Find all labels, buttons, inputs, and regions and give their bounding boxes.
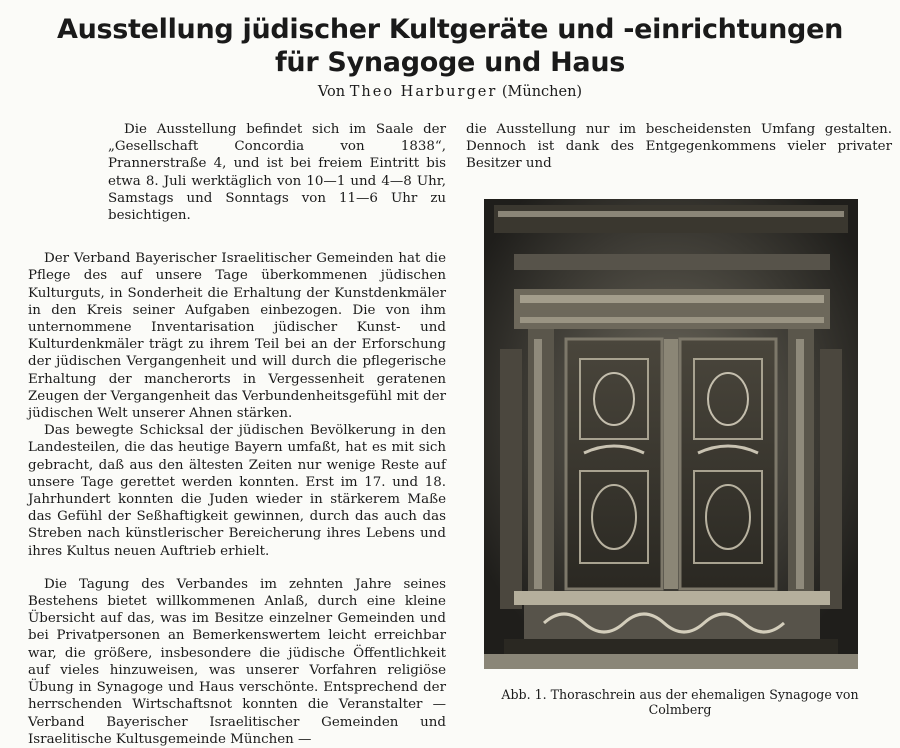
intro-paragraph: Die Ausstellung befindet sich im Saale der „Gesellschaft Concordia von 1838“, Prannerstraße 4, und ist bei freiem Eintritt bis etwa 8. Juli werktäglich von 10—1 und 4—8 Uhr, Samstags und Sonntags von 11—6 Uhr zu besichtigen. xyxy=(108,122,446,224)
body-paragraph-1: Der Verband Bayerischer Israelitischer Gemeinden hat die Pflege des auf unsere Tage überkommenen jüdischen Kulturguts, in Sonderheit die Erhaltung der Kunstdenkmäler in den Kreis seiner Aufgaben einbezogen. Die von ihm unternommene Inventarisation jüdischer Kunst- und Kulturdenkmäler trägt zu ihrem Teil bei an der Erforschung der jüdischen Vergangenheit und will durch die pflegerische Erhaltung der mancherorts in Vergessenheit geratenen Zeugen der Vergangenheit das Verbundenheitsgefühl mit der jüdischen Welt unserer Ahnen stärken. xyxy=(28,251,446,422)
torah-ark-illustration xyxy=(484,199,858,669)
article-title-line-1: Ausstellung jüdischer Kultgeräte und -einrichtungen xyxy=(56,14,844,45)
author-location: (München) xyxy=(501,84,583,100)
figure-caption: Abb. 1. Thoraschrein aus der ehemaligen Synagoge von Colmberg xyxy=(501,687,859,717)
body-paragraph-2: Das bewegte Schicksal der jüdischen Bevölkerung in den Landesteilen, die das heutige Bayern umfaßt, hat es mit sich gebracht, daß aus den ältesten Zeiten nur wenige Reste auf unsere Tage gerettet werden konnten. Erst im 17. und 18. Jahrhundert konnten die Juden wieder in stärkerem Maße das Gefühl der Seßhaftigkeit gewinnen, durch das auch das Streben nach künstlerischer Bereicherung ihres Lebens und ihres Kultus neuen Auftrieb erhielt. xyxy=(28,423,446,559)
byline-prefix: Von xyxy=(317,84,346,100)
byline xyxy=(0,84,900,100)
author-name: Theo Harburger xyxy=(349,84,498,100)
right-column xyxy=(466,121,892,173)
continuation-paragraph: die Ausstellung nur im bescheidensten Umfang gestalten. Dennoch ist dank des Entgegenkommens vieler privater Besitzer und xyxy=(466,122,892,172)
body-paragraph-3: Die Tagung des Verbandes im zehnten Jahre seines Bestehens bietet willkommenen Anlaß, durch eine kleine Übersicht auf das, was im Besitze einzelner Gemeinden und bei Privatpersonen an Bemerkenswertem leicht erreichbar war, die größere, insbesondere die jüdische Öffentlichkeit auf vieles hinzuweisen, was unserer Vorfahren religiöse Übung in Synagoge und Haus verschönte. Entsprechend der herrschenden Wirtschaftsnot konnten die Veranstalter — Verband Bayerischer Israelitischer Gemeinden und Israelitische Kultusgemeinde München — xyxy=(28,576,446,747)
left-column xyxy=(28,121,446,748)
torah-ark-photo xyxy=(484,199,858,669)
article-title-line-2: für Synagoge und Haus xyxy=(274,47,626,78)
